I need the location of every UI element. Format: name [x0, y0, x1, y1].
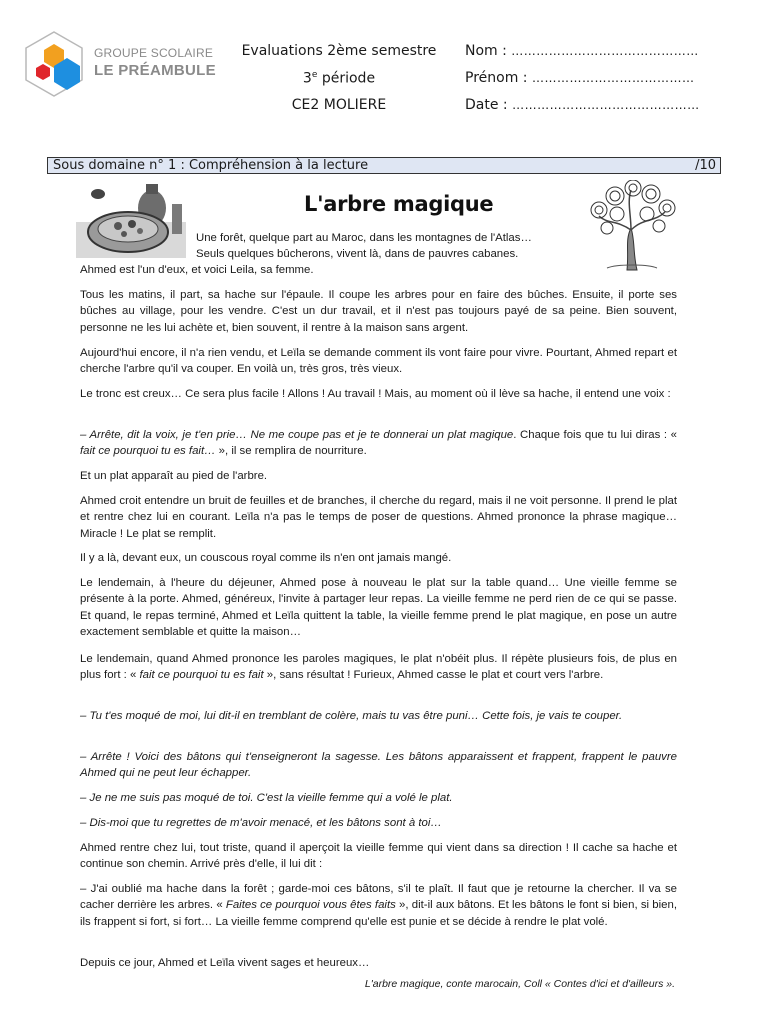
paragraph-2: Aujourd'hui encore, il n'a rien vendu, et Leïla se demande comment ils vont faire pour vivre. Pourtant, Ahmed repart et cherche l'arbre qu'il va couper. En voilà un, très gros, très vieux. — [80, 347, 677, 376]
subdomain-bar — [47, 157, 721, 174]
paragraph-13: – Dis-moi que tu regrettes de m'avoir menacé, et les bâtons sont à toi… — [80, 817, 442, 829]
paragraph-9: Le lendemain, quand Ahmed prononce les paroles magiques, le plat n'obéit plus. Il répète plusieurs fois, de plus en plus fort : « fait ce pourquoi tu es fait », sans résultat ! Furieux, Ahmed casse le plat et court vers l'arbre. — [80, 653, 677, 682]
couscous-illustration — [76, 182, 186, 258]
paragraph-1: Tous les matins, il part, sa hache sur l'épaule. Il coupe les arbres pour en faire des bûches. Ensuite, il porte ses bûches au village, pour les vendre. C'est un dur travail, et il n'est pas toujours payé de sa peine. Bien souvent, personne ne les lui achète et, bien souvent, il rentre à la maison sans argent. — [80, 289, 677, 334]
paragraph-5: Et un plat apparaît au pied de l'arbre. — [80, 470, 268, 482]
source-citation: L'arbre magique, conte marocain, Coll « Contes d'ici et d'ailleurs ». — [364, 978, 675, 990]
subdomain-label: Sous domaine n° 1 : Compréhension à la lecture — [53, 158, 369, 173]
score-label: /10 — [695, 158, 716, 173]
paragraph-11: – Arrête ! Voici des bâtons qui t'enseigneront la sagesse. Les bâtons apparaissent et frappent, frappent le pauvre Ahmed qui ne peut leur échapper. — [80, 751, 677, 780]
paragraph-14: Ahmed rentre chez lui, tout triste, quand il aperçoit la vieille femme qui vient dans sa direction ! Il cache sa hache et continue son chemin. Arrivé près d'elle, il lui dit : — [80, 842, 677, 871]
logo-line1: GROUPE SCOLAIRE — [94, 46, 214, 60]
story-title: L'arbre magique — [304, 192, 494, 216]
paragraph-15: – J'ai oublié ma hache dans la forêt ; garde-moi ces bâtons, s'il te plaît. Il faut que je retourne la chercher. Il va se cacher derrière les arbres. « Faites ce pourquoi vous êtes faits », dit-il aux bâtons. Et les bâtons le font si bien, si bien, ils frappent si fort, si fort… La vieille femme comprend qu'elle est punie et se décide à rendre le plat volé. — [80, 883, 678, 928]
intro-line-2: Seuls quelques bûcherons, vivent là, dans de pauvres cabanes. — [196, 248, 519, 260]
prenom-field: Prénom : ………………………………… — [465, 70, 695, 86]
paragraph-4: – Arrête, dit la voix, je t'en prie… Ne me coupe pas et je te donnerai un plat magique. Chaque fois que tu lui diras : « fait ce pourquoi tu es fait… », il se remplira de nourriture. — [80, 429, 677, 458]
paragraph-3: Le tronc est creux… Ce sera plus facile ! Allons ! Au travail ! Mais, au moment où il lève sa hache, il entend une voix : — [80, 388, 671, 400]
nom-field: Nom : ……………………………………… — [465, 43, 699, 59]
paragraph-12: – Je ne me suis pas moqué de toi. C'est la vieille femme qui a volé le plat. — [80, 792, 453, 804]
evaluation-title: Evaluations 2ème semestre — [241, 43, 437, 59]
period-label: 3e période — [302, 70, 376, 87]
paragraph-7: Il y a là, devant eux, un couscous royal comme ils n'en ont jamais mangé. — [80, 552, 452, 564]
paragraph-10: – Tu t'es moqué de moi, lui dit-il en tremblant de colère, mais tu vas être puni… Cette fois, je vais te couper. — [80, 710, 623, 722]
paragraph-8: Le lendemain, à l'heure du déjeuner, Ahmed pose à nouveau le plat sur la table quand… Une vieille femme se présente à la porte. Ahmed, généreux, l'invite à partager leur repas. La vieille femme ne perd rien de ce qui se passe. Et quand, le repas terminé, Ahmed et Leïla quittent la table, la vieille femme prend le plat magique, en pose un autre exactement semblable et quitte la maison… — [80, 577, 677, 639]
paragraph-6: Ahmed croit entendre un bruit de feuilles et de branches, il cherche du regard, mais il ne voit personne. Il prend le plat et rentre chez lui en courant. Leïla n'a pas le temps de poser de questions. Ahmed prononce la phrase magique… Miracle ! Le plat se remplit. — [80, 495, 677, 540]
intro-line-3: Ahmed est l'un d'eux, et voici Leila, sa femme. — [80, 264, 314, 276]
logo-line2: LE PRÉAMBULE — [94, 62, 216, 79]
tree-illustration — [587, 180, 677, 272]
class-label: CE2 MOLIERE — [291, 97, 387, 113]
date-field: Date : ……………………………………… — [465, 97, 700, 113]
intro-line-1: Une forêt, quelque part au Maroc, dans les montagnes de l'Atlas… — [196, 232, 532, 244]
paragraph-16: Depuis ce jour, Ahmed et Leïla vivent sages et heureux… — [80, 957, 370, 969]
